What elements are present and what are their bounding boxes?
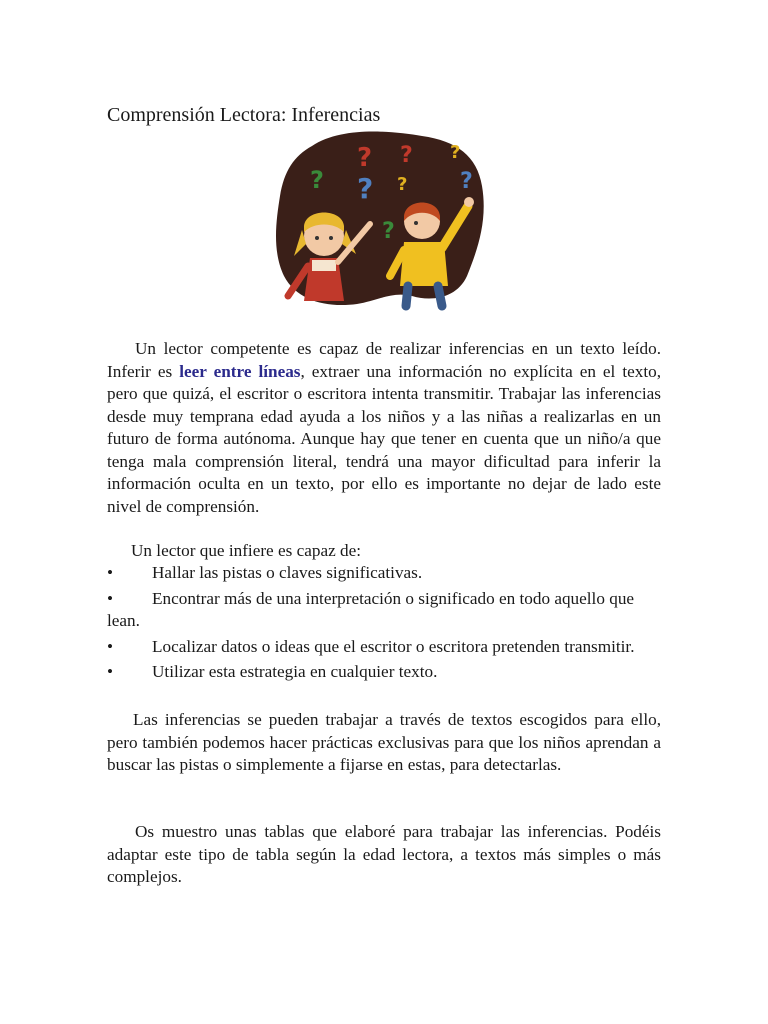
svg-text:?: ? bbox=[357, 172, 374, 205]
intro-text-before-link: Un lector competente es capaz de realizar inferencias en un texto leído. Inferir es bbox=[107, 339, 661, 381]
list-item bbox=[107, 661, 661, 684]
svg-text:?: ? bbox=[310, 166, 324, 194]
bullet-icon: • bbox=[107, 636, 114, 656]
list-item-text: Hallar las pistas o claves significativas. bbox=[152, 563, 423, 582]
practice-paragraph: Las inferencias se pueden trabajar a través de textos escogidos para ello, pero también podemos hacer prácticas exclusivas para que los niños aprendan a buscar las pistas o simplemente a fijarse en estas, para detectarlas. bbox=[107, 710, 661, 774]
tables-paragraph: Os muestro unas tablas que elaboré para trabajar las inferencias. Podéis adaptar este tipo de tabla según la edad lectora, a textos más simples o más complejos. bbox=[107, 822, 661, 886]
bullet-icon: • bbox=[107, 662, 114, 681]
abilities-list bbox=[107, 562, 661, 687]
intro-text-after-link: , extraer una información no explícita en el texto, pero que quizá, el escritor o escritora intenta transmitir. Trabajar las inferencias desde muy temprana edad ayuda a los niños y a las niñas a realizarlas en un futuro de forma autónoma. Aunque hay que tener en cuenta que un niño/a que tenga mala comprensión literal, tendrá una mayor dificultad para inferir la información oculta en un texto, por ello es importante no dejar de lado este nivel de comprensión. bbox=[107, 361, 662, 516]
list-item bbox=[107, 562, 661, 585]
svg-text:?: ? bbox=[450, 142, 461, 163]
list-item bbox=[107, 636, 661, 659]
list-item-text: Localizar datos o ideas que el escritor o escritora pretenden transmitir. bbox=[152, 636, 635, 656]
intro-paragraph bbox=[107, 338, 661, 518]
list-item-text: Utilizar esta estrategia en cualquier texto. bbox=[152, 662, 438, 681]
list-item bbox=[107, 588, 661, 633]
svg-text:?: ? bbox=[397, 174, 408, 195]
svg-text:?: ? bbox=[400, 143, 413, 168]
children-question-marks-illustration-icon bbox=[272, 126, 492, 316]
list-intro: Un lector que infiere es capaz de: bbox=[131, 541, 362, 560]
svg-text:?: ? bbox=[460, 169, 473, 194]
bullet-icon: • bbox=[107, 588, 114, 608]
svg-text:?: ? bbox=[357, 143, 373, 173]
page-title: Comprensión Lectora: Inferencias bbox=[107, 104, 381, 126]
leer-entre-lineas-link[interactable]: leer entre líneas bbox=[179, 361, 301, 381]
svg-text:?: ? bbox=[382, 219, 395, 244]
list-item-text: Encontrar más de una interpretación o significado en todo aquello que lean. bbox=[107, 588, 635, 630]
bullet-icon: • bbox=[107, 563, 114, 582]
